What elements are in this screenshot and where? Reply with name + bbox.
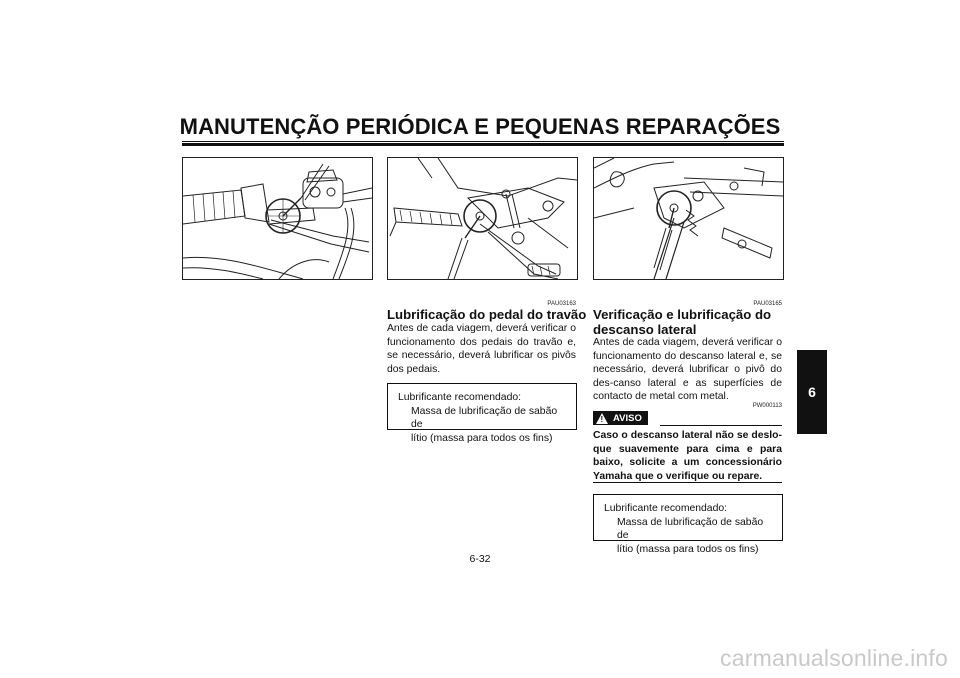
lubricant-line: Massa de lubrificação de sabão de	[411, 405, 558, 431]
section-body: Antes de cada viagem, deverá verificar o funcionamento do descanso lateral e, se necessário, deverá lubrificar o pivô do des-canso lateral e as superfícies de contacto de metal com metal.	[593, 337, 782, 403]
sidestand-pivot-figure	[593, 157, 784, 280]
section-body: Antes de cada viagem, deverá verificar o funcionamento dos pedais do travão e, se necessário, deverá lubrificar os pivôs dos pedais.	[387, 323, 576, 375]
warning-label: AVISO	[613, 412, 642, 424]
lubricant-box	[387, 383, 577, 444]
brake-pedal-pivot-figure	[387, 157, 578, 280]
title-rule	[182, 143, 784, 146]
section-heading: Lubrificação do pedal do travão	[387, 307, 587, 322]
warning-badge	[593, 411, 648, 425]
brake-pedal-illustration	[388, 158, 577, 279]
handlebar-illustration	[183, 158, 372, 279]
handlebar-lever-pivot-figure	[182, 157, 373, 280]
warning-rule	[660, 425, 782, 426]
chapter-tab: 6	[797, 350, 827, 434]
watermark: carmanualsonline.info	[720, 645, 948, 671]
lubricant-line: lítio (massa para todos os fins)	[411, 432, 553, 444]
warning-text: Caso o descanso lateral não se deslo-que suavemente para cima e para baixo, solicite a um concessionário Yamaha que o verifique ou repare.	[593, 430, 782, 482]
page-number: 6-32	[469, 553, 491, 565]
page-title: MANUTENÇÃO PERIÓDICA E PEQUENAS REPARAÇÕES	[179, 114, 781, 139]
warning-code: PW000113	[752, 403, 782, 409]
sidestand-illustration	[594, 158, 783, 279]
warning-icon: !	[596, 413, 608, 424]
lubricant-label: Lubrificante recomendado:	[398, 392, 522, 403]
section-heading	[593, 307, 793, 337]
title-rule-thin	[182, 141, 784, 142]
lubricant-line: Massa de lubrificação de sabão de	[617, 516, 764, 542]
section-code: PAU03165	[753, 301, 782, 307]
lubricant-line: lítio (massa para todos os fins)	[617, 543, 759, 555]
section-code: PAU03163	[547, 301, 576, 307]
lubricant-label: Lubrificante recomendado:	[604, 503, 728, 514]
section-heading-line: Verificação e lubrificação do	[593, 307, 772, 322]
lubricant-box	[593, 494, 783, 555]
section-heading-line: descanso lateral	[593, 322, 697, 337]
warning-end-rule	[593, 482, 782, 483]
